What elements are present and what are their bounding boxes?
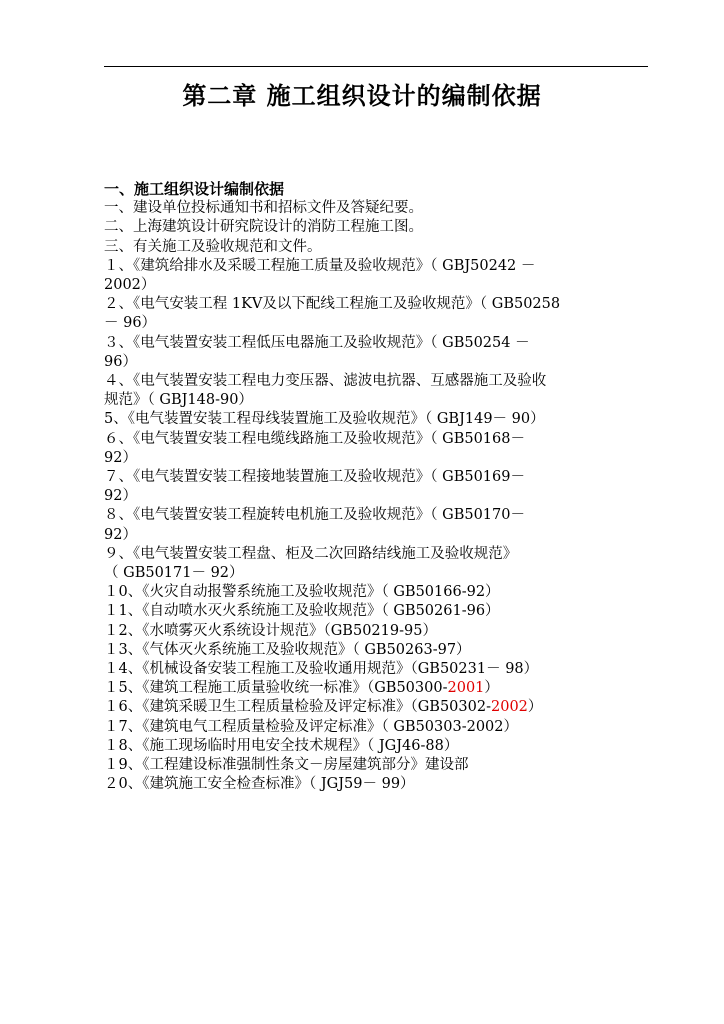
standard-item: １4、《机械设备安装工程施工及验收通用规范》（GB50231－ 98） <box>104 661 539 678</box>
standard-item: １0、《火灾自动报警系统施工及验收规范》（ GB50166-92） <box>104 584 500 601</box>
standard-item: １2、《水喷雾灭火系统设计规范》（GB50219-95） <box>104 622 437 639</box>
standard-item: ６、《电气装置安装工程电缆线路施工及验收规范》（ GB50168－ <box>104 430 525 447</box>
standard-item: ４、《电气装置安装工程电力变压器、滤波电抗器、互感器施工及验收 <box>104 373 547 390</box>
standard-item: １、《建筑给排水及采暖工程施工质量及验收规范》（ GBJ50242 － <box>104 257 536 274</box>
standard-item: ９、《电气装置安装工程盘、柜及二次回路结线施工及验收规范》 <box>104 545 518 562</box>
standard-item-cont: 92） <box>104 449 137 466</box>
highlighted-year: 2002 <box>491 699 528 716</box>
standard-item: 5、《电气装置安装工程母线装置施工及验收规范》（ GBJ149－ 90） <box>104 411 545 428</box>
standard-item: １7、《建筑电气工程质量检验及评定标准》（ GB50303-2002） <box>104 718 518 735</box>
document-body <box>104 180 650 795</box>
standard-item: ３、《电气装置安装工程低压电器施工及验收规范》（ GB50254 － <box>104 334 530 351</box>
item-text: ） <box>527 699 543 716</box>
item-text: １6、《建筑采暖卫生工程质量检验及评定标准》（GB50302- <box>104 699 491 716</box>
section-heading: 一、施工组织设计编制依据 <box>104 180 285 198</box>
chapter-title: 第二章 施工组织设计的编制依据 <box>182 82 542 110</box>
highlighted-year: 2001 <box>447 680 485 697</box>
body-line: 一、建设单位投标通知书和招标文件及答疑纪要。 <box>104 200 423 217</box>
item-text: ） <box>484 680 499 697</box>
body-line: 二、上海建筑设计研究院设计的消防工程施工图。 <box>104 219 423 236</box>
standard-item: ８、《电气装置安装工程旋转电机施工及验收规范》（ GB50170－ <box>104 507 525 524</box>
standard-item: ２0、《建筑施工安全检查标准》（ JGJ59－ 99） <box>104 776 415 793</box>
standard-item-cont: 2002） <box>104 277 156 294</box>
body-line: 三、有关施工及验收规范和文件。 <box>104 238 322 255</box>
standard-item: １1、《自动喷水灭火系统施工及验收规范》（ GB50261-96） <box>104 603 500 620</box>
standard-item: １8、《施工现场临时用电安全技术规程》（ JGJ46-88） <box>104 737 459 754</box>
standard-item-cont: 92） <box>104 526 137 543</box>
header-rule <box>104 66 648 67</box>
standard-item: ２、《电气安装工程 1KV及以下配线工程施工及验收规范》（ GB50258 <box>104 296 561 313</box>
standard-item-cont: 96） <box>104 353 137 370</box>
standard-item <box>104 679 650 698</box>
standard-item <box>104 698 650 717</box>
standard-item-cont: 92） <box>104 488 137 505</box>
item-text: １5、《建筑工程施工质量验收统一标准》（GB50300- <box>104 680 448 697</box>
standard-item: １9、《工程建设标准强制性条文－房屋建筑部分》建设部 <box>104 757 469 774</box>
standard-item-cont: （ GB50171－ 92） <box>104 565 244 582</box>
standard-item-cont: 规范》（ GBJ148-90） <box>104 392 253 409</box>
standard-item: ７、《电气装置安装工程接地装置施工及验收规范》（ GB50169－ <box>104 469 525 486</box>
standard-item-cont: － 96） <box>104 315 157 332</box>
standard-item: １3、《气体灭火系统施工及验收规范》（ GB50263-97） <box>104 641 471 658</box>
